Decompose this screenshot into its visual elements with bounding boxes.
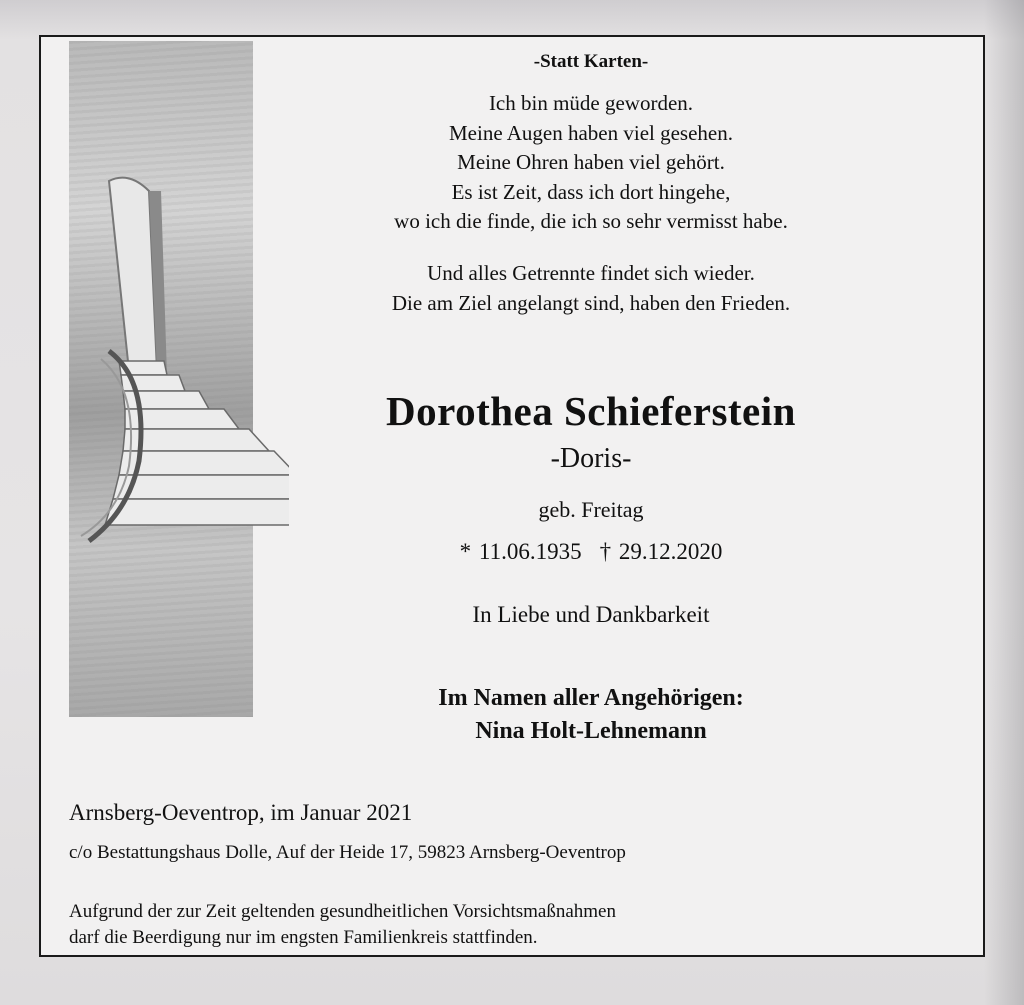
note-line: Aufgrund der zur Zeit geltenden gesundheitlichen Vorsichtsmaßnahmen [69,901,616,922]
poem-line: Ich bin müde geworden. [488,91,694,115]
deceased-nickname: -Doris- [550,443,632,474]
life-dates [291,539,891,565]
funeral-home-address: c/o Bestattungshaus Dolle, Auf der Heide 17, 59823 Arnsberg-Oeventrop [69,842,626,863]
birth-name: geb. Freitag [538,497,644,522]
poem-verse [291,89,891,237]
place-and-date: Arnsberg-Oeventrop, im Januar 2021 [69,800,413,825]
note-line: darf die Beerdigung nur im engsten Familienkreis stattfinden. [69,926,538,948]
funeral-note [69,899,616,950]
poem-line: Meine Augen haben viel gesehen. [449,120,733,145]
deceased-name: Dorothea Schieferstein [386,388,796,434]
family-signature [291,682,891,748]
birth-date: * 11.06.1935 [459,539,582,564]
poem-line: wo ich die finde, die ich so sehr vermisst habe. [394,209,788,233]
poem-closing [291,259,891,318]
obituary-notice [39,35,985,957]
poem-line: Meine Ohren haben viel gehört. [457,150,725,174]
family-heading: Im Namen aller Angehörigen: [438,685,744,711]
death-date: † 29.12.2020 [599,539,723,564]
staircase-illustration [69,41,253,717]
statt-karten-heading: -Statt Karten- [533,51,649,72]
family-name: Nina Holt-Lehnemann [475,718,707,744]
dedication-text: In Liebe und Dankbarkeit [472,602,710,627]
poem-line: Es ist Zeit, dass ich dort hingehe, [451,179,731,204]
poem-line: Und alles Getrennte findet sich wieder. [427,261,755,285]
staircase-drawing [49,41,289,717]
poem-line: Die am Ziel angelangt sind, haben den Frieden. [391,290,791,315]
